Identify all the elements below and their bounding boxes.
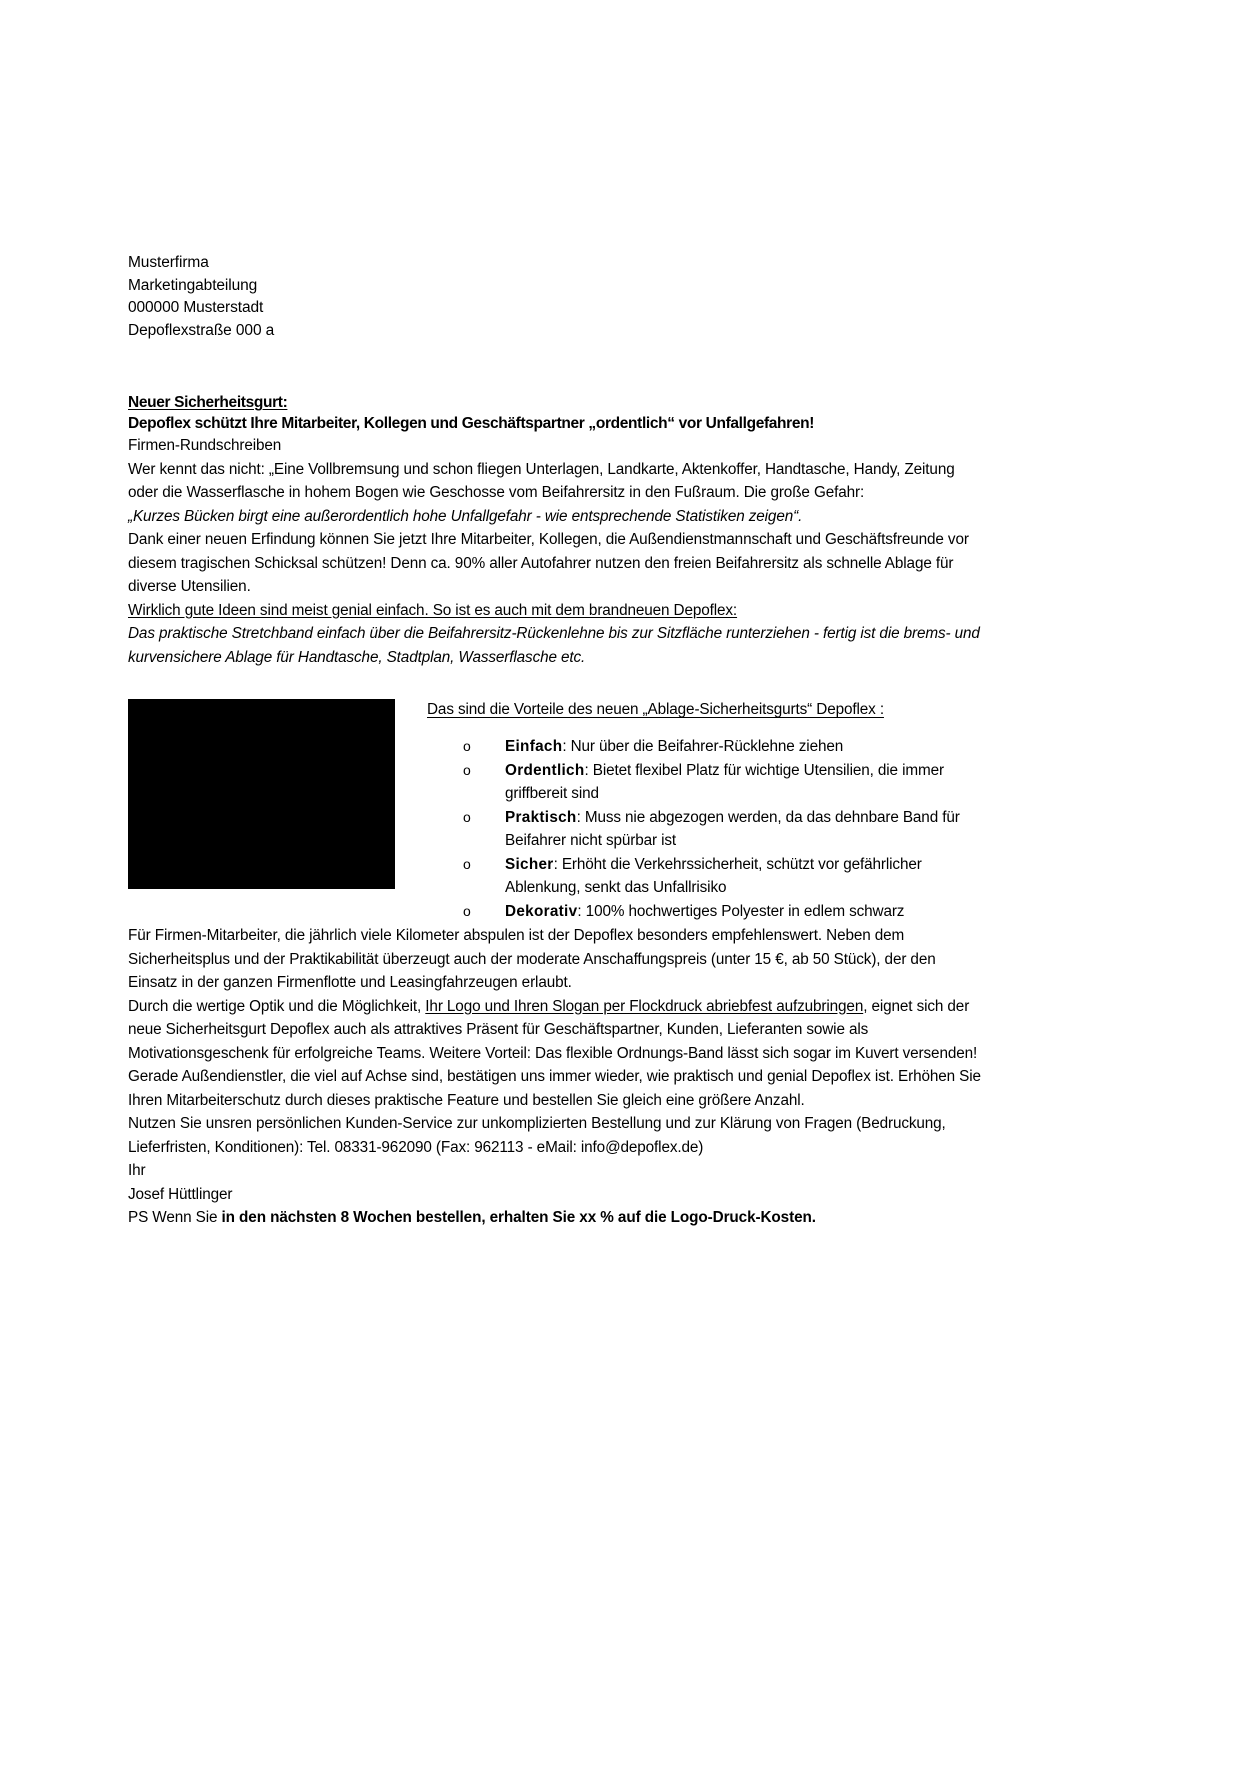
list-item (463, 759, 988, 805)
lead-underline-text: Wirklich gute Ideen sind meist genial einfach. So ist es auch mit dem brandneuen Depoflex: (128, 601, 738, 619)
paragraph-quote: „Kurzes Bücken birgt eine außerordentlich hohe Unfallgefahr - wie entsprechende Statistiken zeigen“. (128, 507, 803, 525)
benefit-text: : Bietet flexibel Platz für wichtige Utensilien, die immer griffbereit sind (505, 762, 944, 802)
postscript-offer: in den nächsten 8 Wochen bestellen, erhalten Sie xx % auf die Logo-Druck-Kosten. (221, 1209, 816, 1226)
recipient-line-company: Musterfirma (128, 254, 209, 271)
paragraph-intro: Wer kennt das nicht: „Eine Vollbremsung und schon fliegen Unterlagen, Landkarte, Aktenkoffer, Handtasche, Handy, Zeitung oder die Wasserflasche in hohem Bogen wie Geschosse vom Beifahrersitz in den Fußraum. Die große Gefahr: (128, 460, 955, 501)
paragraph-invention: Dank einer neuen Erfindung können Sie jetzt Ihre Mitarbeiter, Kollegen, die Außendienstmannschaft und Geschäftsfreunde vor diesem tragischen Schicksal schützen! Denn ca. 90% aller Autofahrer nutzen den freien Beifahrersitz als schnelle Ablage für diverse Utensilien. (128, 531, 969, 595)
closing-salutation: Ihr (128, 1162, 146, 1179)
benefit-label: Sicher (505, 856, 554, 873)
list-item (463, 900, 988, 923)
postscript-line (128, 1206, 988, 1230)
benefit-text: : Erhöht die Verkehrssicherheit, schützt vor gefährlicher Ablenkung, senkt das Unfallrisiko (505, 856, 922, 896)
benefits-list (427, 735, 988, 923)
paragraph-lead-underlined (128, 599, 988, 623)
recipient-line-street: Depoflexstraße 000 a (128, 321, 275, 339)
bullet-circle-icon: o (463, 856, 471, 872)
benefit-text: : Muss nie abgezogen werden, da das dehnbare Band für Beifahrer nicht spürbar ist (505, 809, 960, 849)
headline-primary: Neuer Sicherheitsgurt: (128, 394, 288, 411)
bullet-circle-icon: o (463, 738, 471, 754)
paragraph-branding (128, 995, 988, 1066)
paragraph-service: Nutzen Sie unsren persönlichen Kunden-Service zur unkomplizierten Bestellung und zur Klärung von Fragen (Bedruckung, Lieferfristen, Konditionen): Tel. 08331-962090 (Fax: 962113 - eMail: info@depoflex.de) (128, 1115, 946, 1156)
benefit-text: : Nur über die Beifahrer-Rücklehne ziehen (562, 738, 844, 755)
benefits-column (395, 699, 988, 924)
benefit-label: Ordentlich (505, 762, 585, 779)
postscript-prefix: PS Wenn Sie (128, 1209, 222, 1226)
benefit-text: : 100% hochwertiges Polyester in edlem schwarz (577, 903, 905, 920)
subject-line: Firmen-Rundschreiben (128, 437, 282, 454)
benefits-title: Das sind die Vorteile des neuen „Ablage-Sicherheitsgurts“ Depoflex : (427, 701, 884, 718)
paragraph-lead-italic: Das praktische Stretchband einfach über die Beifahrersitz-Rückenlehne bis zur Sitzfläche runterziehen - fertig ist die brems- und kurvensichere Ablage für Handtasche, Stadtplan, Wasserflasche etc. (128, 625, 980, 666)
benefit-label: Dekorativ (505, 903, 578, 920)
branding-text-underlined: Ihr Logo und Ihren Slogan per Flockdruck abriebfest aufzubringen (425, 997, 864, 1015)
letter-body (128, 252, 988, 1230)
list-item (463, 806, 988, 852)
list-item (463, 853, 988, 899)
paragraph-fieldstaff: Gerade Außendienstler, die viel auf Achse sind, bestätigen uns immer wieder, wie praktisch und genial Depoflex ist. Erhöhen Sie Ihren Mitarbeiterschutz durch dieses praktische Feature und bestellen Sie gleich eine größere Anzahl. (128, 1068, 981, 1109)
bullet-circle-icon: o (463, 809, 471, 825)
headline-block (128, 392, 988, 434)
benefit-label: Einfach (505, 738, 563, 755)
branding-text-after: , eignet sich der neue Sicherheitsgurt Depoflex auch als attraktives Präsent für Geschäftspartner, Kunden, Lieferanten sowie als Motivationsgeschenk für erfolgreiche Teams. Weitere Vorteil: Das flexible Ordnungs-Band lässt sich sogar im Kuvert versenden! (128, 997, 978, 1062)
branding-text-before: Durch die wertige Optik und die Möglichkeit, (128, 997, 426, 1015)
headline-secondary: Depoflex schützt Ihre Mitarbeiter, Kollegen und Geschäftspartner „ordentlich“ vor Unfallgefahren! (128, 415, 815, 432)
benefit-label: Praktisch (505, 809, 577, 826)
product-photo (128, 699, 395, 889)
recipient-address-block (128, 252, 988, 342)
signature-name: Josef Hüttlinger (128, 1185, 233, 1203)
recipient-line-department: Marketingabteilung (128, 276, 258, 294)
paragraph-employees: Für Firmen-Mitarbeiter, die jährlich viele Kilometer abspulen ist der Depoflex besonders empfehlenswert. Neben dem Sicherheitsplus und der Praktikabilität überzeugt auch der moderate Anschaffungspreis (unter 15 €, ab 50 Stück), der den Einsatz in der ganzen Firmenflotte und Leasingfahrzeugen erlaubt. (128, 927, 936, 991)
feature-section (128, 699, 988, 924)
bullet-circle-icon: o (463, 762, 471, 778)
recipient-line-city: 000000 Musterstadt (128, 299, 264, 316)
bullet-circle-icon: o (463, 903, 471, 919)
list-item (463, 735, 988, 758)
